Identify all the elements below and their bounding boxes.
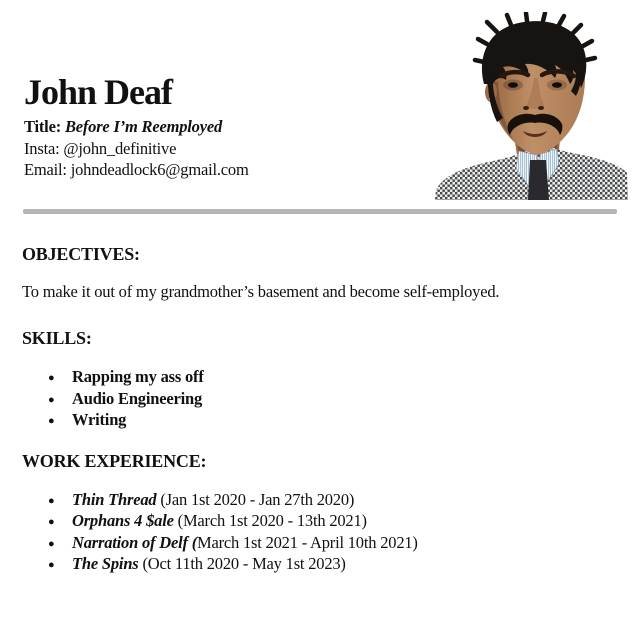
work-item-title: Orphans 4 $ale [72,511,174,530]
work-item [22,532,618,554]
objectives-heading: OBJECTIVES: [22,244,140,264]
work-item-dates: (Oct 11th 2020 - May 1st 2023) [138,554,346,573]
resume-body [22,243,618,575]
skill-item: ● Audio Engineering [22,388,618,410]
insta-label: Insta: [24,138,60,158]
work-item [22,553,618,575]
title-label: Title: [24,117,61,136]
work-item [22,489,618,511]
tie [528,160,549,200]
work-item [22,510,618,532]
skill-item: ● Rapping my ass off [22,366,618,388]
skills-list [22,366,618,431]
title-line [24,116,444,138]
divider-rule [23,209,617,214]
work-experience-list [22,489,618,575]
person-name: John Deaf [24,72,173,112]
objectives-text: To make it out of my grandmother’s basement and become self-employed. [22,282,500,301]
header [24,72,444,181]
work-item-title: Narration of Delf ( [72,532,197,552]
work-experience-heading: WORK EXPERIENCE: [22,450,207,471]
work-item-dates: March 1st 2021 - April 10th 2021) [197,532,418,552]
email-address: johndeadlock6@gmail.com [70,160,249,179]
skills-heading: SKILLS: [22,328,92,348]
work-item-dates: (March 1st 2020 - 13th 2021) [173,511,367,530]
insta-handle: @john_definitive [63,138,177,158]
eyes [508,82,518,88]
insta-line [24,138,444,160]
email-label: Email: [24,160,67,179]
work-item-dates: (Jan 1st 2020 - Jan 27th 2020) [156,489,355,509]
email-line [24,159,444,181]
headshot-photo [435,12,628,200]
work-item-title: The Spins [72,554,139,573]
title-value: Before I’m Reemployed [64,117,223,136]
skill-item: ● Writing [22,409,618,431]
work-item-title: Thin Thread [72,489,157,509]
